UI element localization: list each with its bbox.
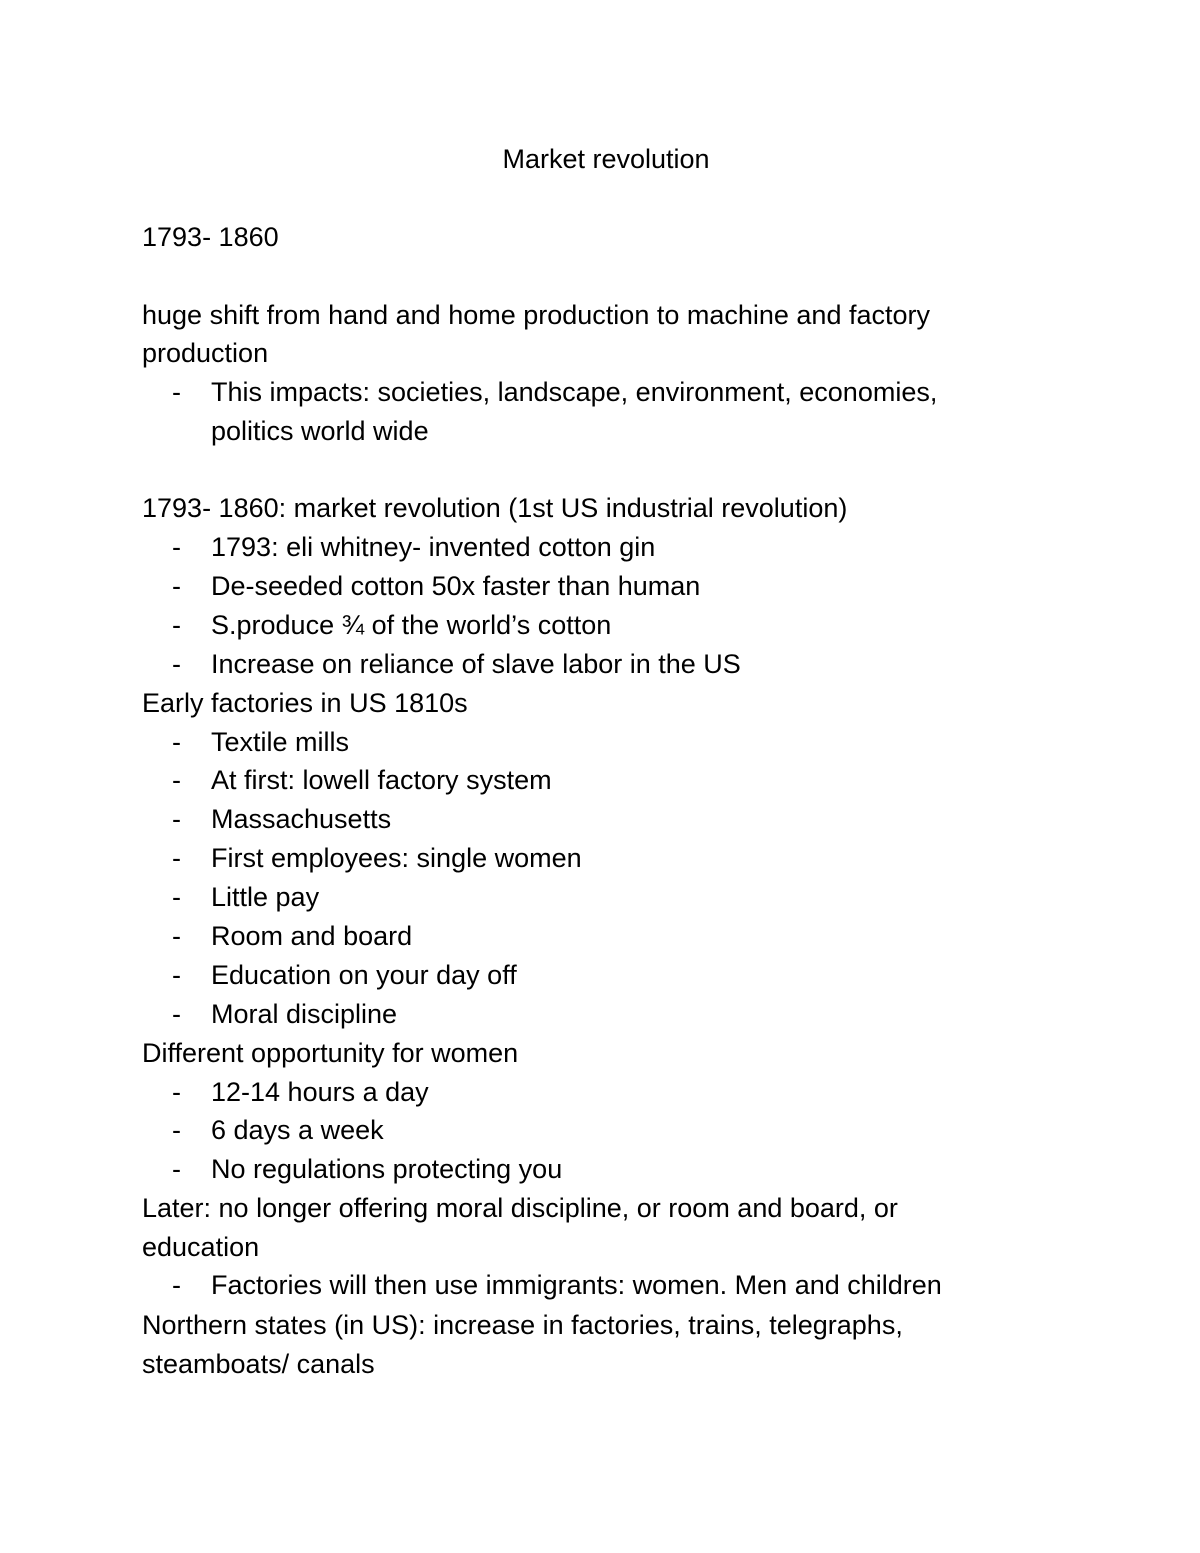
paragraph-line: huge shift from hand and home production to machine and factory [142, 300, 930, 330]
paragraph-line: Different opportunity for women [142, 1038, 519, 1068]
bullet-dash: - [172, 1115, 181, 1145]
bullet-dash: - [172, 921, 181, 951]
bullet-dash: - [172, 1154, 181, 1184]
paragraph-line: 1793- 1860 [142, 222, 279, 252]
bullet-dash: - [172, 610, 181, 640]
bullet-dash: - [172, 999, 181, 1029]
bullet-item: Little pay [211, 882, 320, 912]
bullet-dash: - [172, 1077, 181, 1107]
bullet-item-continuation: politics world wide [211, 416, 429, 446]
bullet-item: Room and board [211, 921, 413, 951]
bullet-dash: - [172, 804, 181, 834]
bullet-dash: - [172, 532, 181, 562]
paragraph-line: education [142, 1232, 260, 1262]
bullet-item: Factories will then use immigrants: women. Men and children [211, 1270, 942, 1300]
bullet-item: 12-14 hours a day [211, 1077, 429, 1107]
paragraph-line: Early factories in US 1810s [142, 688, 468, 718]
bullet-dash: - [172, 727, 181, 757]
bullet-item: De-seeded cotton 50x faster than human [211, 571, 701, 601]
bullet-item: Textile mills [211, 727, 350, 757]
bullet-item: Increase on reliance of slave labor in the US [211, 649, 741, 679]
bullet-dash: - [172, 571, 181, 601]
bullet-dash: - [172, 843, 181, 873]
bullet-dash: - [172, 377, 181, 407]
bullet-item: At first: lowell factory system [211, 765, 552, 795]
bullet-dash: - [172, 960, 181, 990]
paragraph-line: steamboats/ canals [142, 1349, 375, 1379]
bullet-dash: - [172, 1270, 181, 1300]
bullet-item: S.produce ¾ of the world’s cotton [211, 610, 612, 640]
bullet-item: Moral discipline [211, 999, 398, 1029]
bullet-item: 1793: eli whitney- invented cotton gin [211, 532, 656, 562]
bullet-item: First employees: single women [211, 843, 582, 873]
paragraph-line: Later: no longer offering moral discipline, or room and board, or [142, 1193, 898, 1223]
paragraph-line: production [142, 338, 269, 368]
bullet-item: No regulations protecting you [211, 1154, 563, 1184]
bullet-dash: - [172, 649, 181, 679]
bullet-item: Education on your day off [211, 960, 517, 990]
document-title: Market revolution [502, 144, 710, 174]
paragraph-line: 1793- 1860: market revolution (1st US industrial revolution) [142, 493, 848, 523]
bullet-dash: - [172, 882, 181, 912]
bullet-item: This impacts: societies, landscape, environment, economies, [211, 377, 938, 407]
paragraph-line: Northern states (in US): increase in factories, trains, telegraphs, [142, 1310, 903, 1340]
bullet-item: Massachusetts [211, 804, 392, 834]
bullet-item: 6 days a week [211, 1115, 384, 1145]
bullet-dash: - [172, 765, 181, 795]
